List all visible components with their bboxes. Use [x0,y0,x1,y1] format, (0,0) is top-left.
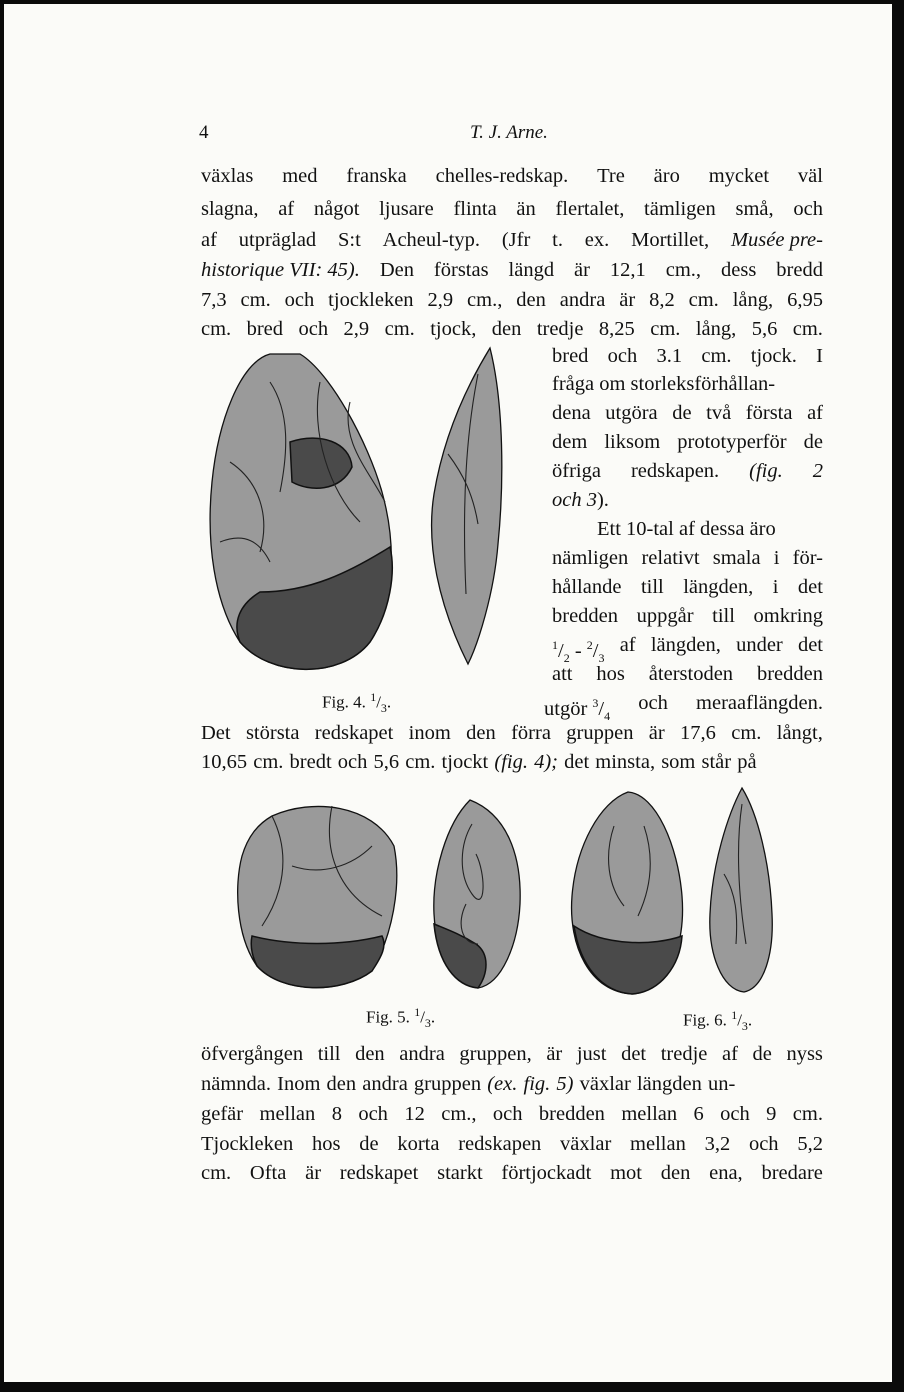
word: nämligen [552,547,629,569]
word: och [284,289,315,311]
word: cm. [731,722,762,744]
word: cm. [201,318,232,340]
word: smala [712,547,761,569]
word: i [773,547,780,569]
page-number: 4 [199,122,209,143]
word: lång, [732,289,774,311]
word: äro [653,165,680,187]
fig6-caption: Fig. 6. $^1/_3$. [683,1008,753,1034]
word: dena [552,402,591,424]
word: t. [552,229,563,251]
word: den [491,318,522,340]
word: tredje [660,1043,708,1065]
word: är [648,722,665,744]
word: växlar [560,1133,612,1155]
word: utgöra [605,402,658,424]
word: af [737,692,753,714]
running-head: T. J. Arne. [470,122,548,143]
word: återstoden [648,663,734,685]
word: två [706,402,732,424]
fig5-caption: Fig. 5. $^1/_3$. [366,1005,436,1031]
word: är [546,1043,563,1065]
word: redskapen [458,1133,542,1155]
word: bredden [538,1103,605,1125]
word: längden. [752,692,823,714]
figure-reference: (ex. fig. 5) [487,1073,574,1095]
word: I [816,345,823,367]
word: Den [379,259,414,281]
word: till [712,605,735,627]
word: andra [399,1043,445,1065]
text-line [201,1070,735,1099]
word: de [672,402,692,424]
word: det [621,1043,647,1065]
word: hållande [552,576,622,598]
word: öfvergången [201,1043,304,1065]
word: - [569,639,587,662]
text-line [201,256,823,285]
word: det [797,634,823,656]
fig6-handaxe-face [564,786,690,1000]
word: att [552,663,573,685]
word: korta [397,1133,440,1155]
word: växlar längden un- [573,1073,736,1095]
text-line [201,315,823,344]
word: gefär [201,1103,244,1125]
word: mycket [708,165,770,187]
word: af [807,402,823,424]
text-line [201,1100,823,1129]
word: det [797,576,823,598]
word: ex. [584,229,610,251]
word: bredden [756,663,823,685]
figure-reference: 2 [812,460,823,482]
text-line [552,399,823,428]
word: prototyper [677,431,763,453]
word: bredd [776,259,823,281]
text-line [201,719,823,748]
word: är [305,1162,322,1184]
word: flinta [453,198,497,220]
word: långt, [776,722,823,744]
text-line [201,1159,823,1188]
word: 2,9 [343,318,370,340]
word: nämnda. Inom den andra gruppen [201,1073,482,1095]
figure-reference: (fig. 4); [494,751,558,773]
word: cm. [701,345,732,367]
fig6-handaxe-profile [702,784,780,996]
word: tämligen [644,198,716,220]
word: starkt [437,1162,483,1184]
word: 10,65 cm. bredt och 5,6 cm. tjockt [201,751,489,773]
text-line [201,195,823,224]
word: mera [696,692,738,714]
text-line: utgör $^3/_4$ och meraaflängden. [544,689,823,731]
word: förra [511,722,551,744]
word: 5,2 [797,1133,823,1155]
word: förstas [433,259,489,281]
word: och [720,1103,750,1125]
word: cm. [792,318,823,340]
word: uppgår [636,605,694,627]
text-line [201,162,823,191]
word: 17,6 [680,722,716,744]
word: cm., [467,289,503,311]
word: cm. [688,289,719,311]
word: cm. [650,318,681,340]
word: dess [721,259,757,281]
word: slagna, [201,198,259,220]
word: 2,9 [427,289,454,311]
word: till [640,576,664,598]
word: omkring [753,605,823,627]
fig4-handaxe-profile [418,344,508,679]
word: flertalet, [555,198,625,220]
word: andra [559,289,606,311]
word: cm. [384,318,415,340]
text-line [552,573,823,602]
word: mellan [259,1103,316,1125]
word: S:t [338,229,361,251]
word: hos [596,663,625,685]
word: och [607,345,638,367]
word: 8,25 [598,318,635,340]
text-line [552,457,823,486]
word: (Jfr [501,229,531,251]
word: största [245,722,300,744]
word: är [619,289,636,311]
word: tjockleken [328,289,414,311]
word: och [492,1103,523,1125]
word: redskapen. [630,460,720,482]
word: bred [552,345,589,367]
fig5-handaxe-face [232,796,402,996]
text-line: fråga om storleksförhållan- [552,373,776,395]
text-line [552,486,609,515]
word: tjock, [430,318,477,340]
word: af [278,198,295,220]
fig5-handaxe-profile [426,794,528,994]
text-line [201,226,823,255]
word: 7,3 [201,289,227,311]
figure-reference: (fig. [749,460,783,482]
word: mellan [621,1103,678,1125]
word: just [576,1043,607,1065]
word: inom [408,722,451,744]
word: och [298,318,329,340]
word: bredden [552,605,619,627]
word: och [748,1133,779,1155]
word: ). [596,489,609,511]
page-header [4,122,892,146]
word: franska [346,165,407,187]
word: de [752,1043,772,1065]
word: redskapet [314,722,394,744]
italic-reference: Musée pre- [730,229,823,251]
word: och [638,692,668,714]
word: Ofta [249,1162,287,1184]
word: gruppen, [459,1043,532,1065]
word: cm., [441,1103,477,1125]
text-line [201,286,823,315]
word: gruppen [566,722,634,744]
text-line [201,1040,823,1069]
word: de [359,1133,379,1155]
italic-reference: historique VII: 45). [201,259,360,281]
word: hos [311,1133,341,1155]
word: förtjockadt [501,1162,592,1184]
word: tjock. [750,345,797,367]
word: cm. [792,1103,823,1125]
word: med [282,165,318,187]
word: den [660,1162,691,1184]
text-line [201,748,757,777]
word: än [516,198,536,220]
word: det minsta, som står på [558,751,757,773]
word: 9 [766,1103,777,1125]
word: för [762,431,787,453]
fraction: $^1/_2 - ^2/_3$ [552,638,605,665]
word: bred [246,318,284,340]
word: första [745,402,793,424]
figure-reference: och 3 [552,489,597,511]
word: och [358,1103,388,1125]
word: bredare [761,1162,823,1184]
word: nyss [786,1043,823,1065]
word: den [466,722,496,744]
word: under [736,634,783,656]
word: Det [201,722,231,744]
word: Mortillet, [631,229,710,251]
word: chelles-redskap. [435,165,569,187]
text-line [552,342,823,371]
word: 12 [404,1103,425,1125]
word: längden, [650,634,721,656]
word: Tjockleken [201,1133,294,1155]
fig4-caption: Fig. 4. $^1/_3$. [322,690,392,716]
text-line [552,602,823,631]
word: lång, [695,318,737,340]
text-line [201,1130,823,1159]
word: Acheul-typ. [382,229,480,251]
word: öfriga [552,460,601,482]
fig4-handaxe-face [200,342,406,682]
word: är [574,259,590,281]
word: 3.1 [656,345,683,367]
word: små, [735,198,774,220]
word: 12,1 [609,259,646,281]
word: cm. [240,289,271,311]
word: redskapet [339,1162,419,1184]
word: ljusare [379,198,434,220]
word: den [355,1043,385,1065]
word: växlas [201,165,254,187]
word: relativt [641,547,700,569]
word: den [516,289,546,311]
word: 6,95 [787,289,823,311]
word: 8 [331,1103,342,1125]
word: cm., [665,259,702,281]
word: 6 [693,1103,704,1125]
word: till [317,1043,341,1065]
word: af [619,634,636,656]
word: längden, [683,576,754,598]
word: 5,6 [751,318,778,340]
word: väl [797,165,823,187]
word: af [201,229,217,251]
word: utpräglad [238,229,317,251]
word: och [793,198,823,220]
word: längd [508,259,555,281]
word: mellan [630,1133,686,1155]
text-line [552,660,823,689]
word: 3,2 [704,1133,731,1155]
word: 8,2 [649,289,675,311]
word: af [721,1043,738,1065]
word: ena, [709,1162,743,1184]
text-line [552,428,823,457]
word: dem [552,431,588,453]
word: tredje [536,318,584,340]
text-line [552,544,823,573]
book-page [4,4,892,1382]
word: liksom [604,431,661,453]
word: i [772,576,779,598]
word: de [803,431,823,453]
word: mot [610,1162,642,1184]
word: för- [792,547,823,569]
word: något [313,198,360,220]
word: cm. [201,1162,232,1184]
word: Tre [597,165,625,187]
text-line: Ett 10-tal af dessa äro [597,518,776,540]
word: utgör [544,697,588,720]
